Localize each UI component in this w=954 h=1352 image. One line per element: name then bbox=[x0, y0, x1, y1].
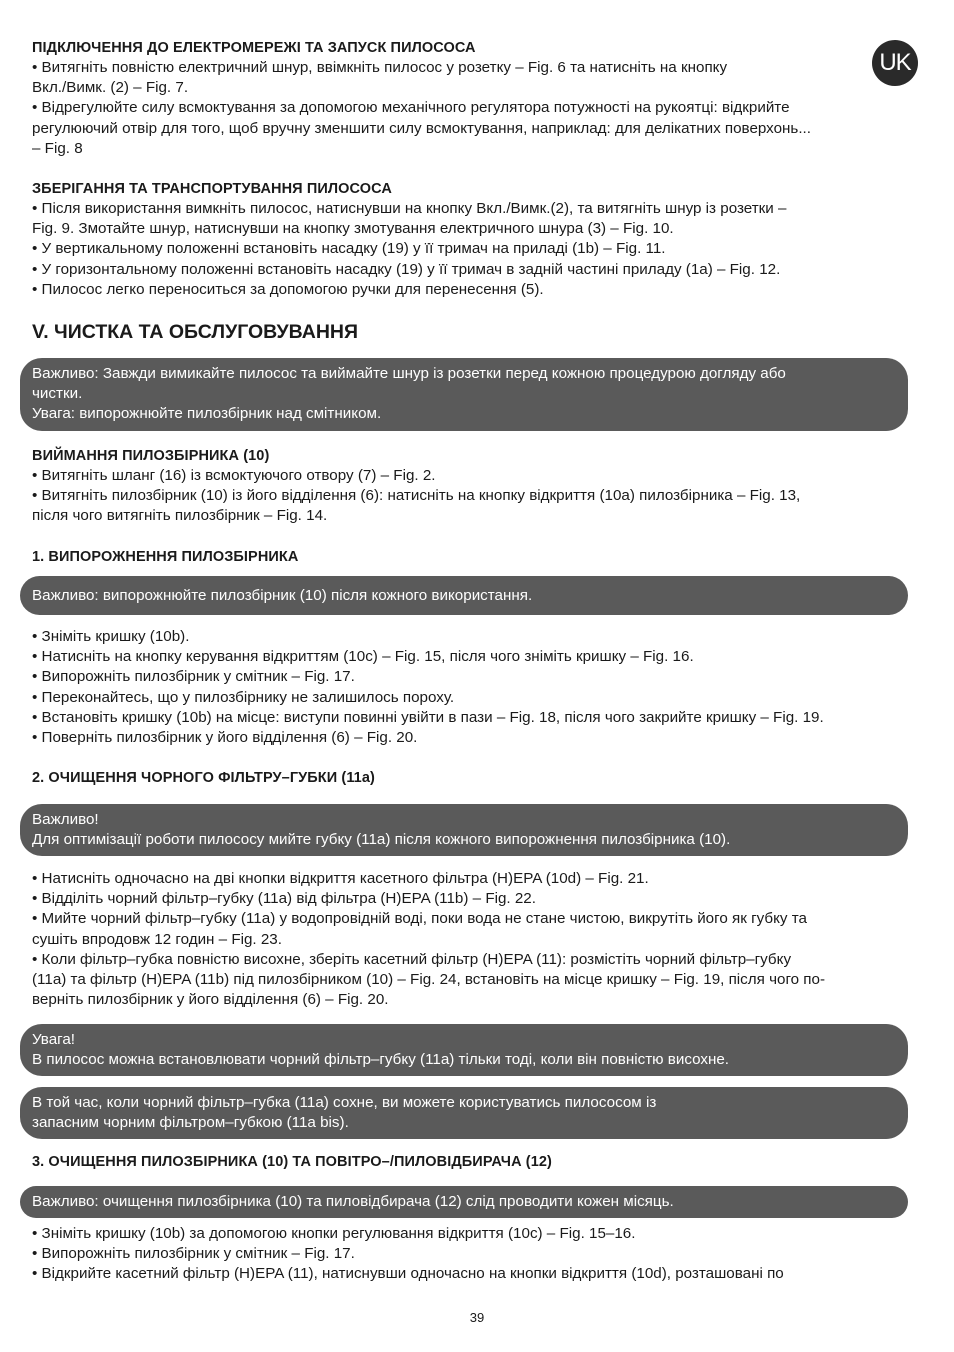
text-line: • Натисніть одночасно на дві кнопки відкриття касетного фільтра (H)EPA (10d) – Fig. 21. bbox=[32, 870, 649, 887]
important-note bbox=[32, 804, 922, 856]
note-text: чистки. bbox=[32, 385, 83, 403]
text-line: • Випорожніть пилозбірник у смітник – Fig. 17. bbox=[32, 1245, 355, 1263]
note-text: Важливо: випорожнюйте пилозбірник (10) після кожного використання. bbox=[32, 587, 533, 604]
text-line: • Витягніть пилозбірник (10) із його відділення (6): натисніть на кнопку відкриття (10a) пилозбірника – Fig. 13, bbox=[32, 487, 801, 505]
note-text: Важливо! bbox=[32, 811, 99, 828]
section-title: 3. ОЧИЩЕННЯ ПИЛОЗБІРНИКА (10) ТА ПОВІТРО–/ПИЛОВІДБИРАЧА (12) bbox=[32, 1154, 552, 1170]
text-line: • Після використання вимкніть пилосос, натиснувши на кнопку Вкл./Вимк.(2), та витягніть шнур із розетки – bbox=[32, 200, 787, 217]
note-text: В той час, коли чорний фільтр–губка (11a) сохне, ви можете користуватись пилососом із bbox=[32, 1094, 657, 1111]
important-note bbox=[32, 1186, 922, 1218]
note-text: Увага! bbox=[32, 1031, 76, 1048]
note-box bbox=[20, 1087, 908, 1139]
note-text: запасним чорним фільтром–губкою (11a bis). bbox=[32, 1114, 349, 1132]
important-note bbox=[32, 576, 922, 615]
section-storage-transport bbox=[32, 179, 922, 300]
section-cleaning-maintenance bbox=[32, 320, 922, 344]
text-line: • Поверніть пилозбірник у його відділення (6) – Fig. 20. bbox=[32, 729, 418, 747]
text-line: • Відкрийте касетний фільтр (H)EPA (11), натиснувши одночасно на кнопки відкриття (10d), розташовані по bbox=[32, 1265, 784, 1283]
note-text: Важливо: очищення пилозбірника (10) та пиловідбирача (12) слід проводити кожен місяць. bbox=[32, 1193, 674, 1210]
note-box bbox=[20, 1186, 908, 1218]
text-line: верніть пилозбірник у його відділення (6) – Fig. 20. bbox=[32, 991, 389, 1009]
text-line: сушіть впродовж 12 годин – Fig. 23. bbox=[32, 930, 282, 948]
text-line: після чого витягніть пилозбірник – Fig. 14. bbox=[32, 507, 328, 525]
warning-note bbox=[32, 1024, 922, 1076]
emptying-steps bbox=[32, 627, 922, 748]
text-line: • Витягніть шланг (16) із всмоктуючого отвору (7) – Fig. 2. bbox=[32, 467, 436, 484]
text-line: • Мийте чорний фільтр–губку (11a) у водопровідній воді, поки вода не стане чистою, викрутіть його як губку та bbox=[32, 910, 807, 928]
info-note bbox=[32, 1087, 922, 1139]
language-badge: UK bbox=[872, 40, 918, 86]
text-line: • У вертикальному положенні встановіть насадку (19) у її тримач на приладі (1b) – Fig. 11. bbox=[32, 240, 666, 258]
text-line: • Переконайтесь, що у пилозбірнику не залишилось пороху. bbox=[32, 688, 455, 706]
text-line: • Встановіть кришку (10b) на місце: виступи повинні увійти в пази – Fig. 18, після чого закрийте кришку – Fig. 19. bbox=[32, 708, 824, 726]
section-title: ВИЙМАННЯ ПИЛОЗБІРНИКА (10) bbox=[32, 448, 270, 464]
important-note bbox=[32, 358, 922, 431]
chapter-title: V. ЧИСТКА ТА ОБСЛУГОВУВАННЯ bbox=[32, 321, 359, 343]
text-line: • Натисніть на кнопку керування відкриттям (10c) – Fig. 15, після чого зніміть кришку – Fig. 16. bbox=[32, 648, 694, 666]
sponge-filter-steps bbox=[32, 869, 922, 1010]
text-line: • Витягніть повністю електричний шнур, ввімкніть пилосос у розетку – Fig. 6 та натисніть на кнопку bbox=[32, 59, 728, 76]
section-power-connection bbox=[32, 38, 922, 159]
text-line: • Відрегулюйте силу всмоктування за допомогою механічного регулятора потужності на рукоятці: відкрийте bbox=[32, 99, 790, 117]
text-line: Fig. 9. Змотайте шнур, натиснувши на кнопку змотування електричного шнура (3) – Fig. 10. bbox=[32, 220, 674, 238]
text-line: Вкл./Вимк. (2) – Fig. 7. bbox=[32, 79, 189, 97]
note-box bbox=[20, 358, 908, 431]
section-title: 2. ОЧИЩЕННЯ ЧОРНОГО ФІЛЬТРУ–ГУБКИ (11a) bbox=[32, 770, 375, 786]
page-number: 39 bbox=[469, 1310, 485, 1325]
note-text: Увага: випорожнюйте пилозбірник над смітником. bbox=[32, 405, 382, 423]
note-box bbox=[20, 804, 908, 856]
text-line: (11a) та фільтр (H)EPA (11b) під пилозбірником (10) – Fig. 24, встановіть на місце кришку – Fig. 19, після чого по- bbox=[32, 971, 826, 989]
text-line: • Зніміть кришку (10b) за допомогою кнопки регулювання відкриття (10c) – Fig. 15–16. bbox=[32, 1225, 636, 1242]
section-remove-dust-container bbox=[32, 446, 922, 527]
section-sponge-filter bbox=[32, 768, 922, 788]
text-line: • У горизонтальному положенні встановіть насадку (19) у її тримач в задній частині приладу (1a) – Fig. 12. bbox=[32, 260, 781, 278]
note-box bbox=[20, 576, 908, 615]
section-title: ПІДКЛЮЧЕННЯ ДО ЕЛЕКТРОМЕРЕЖІ ТА ЗАПУСК ПИЛОСОСА bbox=[32, 40, 476, 56]
section-title: ЗБЕРІГАННЯ ТА ТРАНСПОРТУВАННЯ ПИЛОСОСА bbox=[32, 181, 392, 197]
note-text: В пилосос можна встановлювати чорний фільтр–губку (11a) тільки тоді, коли він повністю висохне. bbox=[32, 1051, 730, 1069]
text-line: – Fig. 8 bbox=[32, 139, 83, 157]
section-cyclone-cleaning bbox=[32, 1152, 922, 1172]
note-text: Важливо: Завжди вимикайте пилосос та виймайте шнур із розетки перед кожною процедурою догляду або bbox=[32, 365, 786, 382]
section-emptying bbox=[32, 547, 922, 567]
text-line: • Відділіть чорний фільтр–губку (11a) від фільтра (H)EPA (11b) – Fig. 22. bbox=[32, 890, 536, 908]
note-text: Для оптимізації роботи пилососу мийте губку (11a) після кожного випорожнення пилозбірника (10). bbox=[32, 831, 731, 849]
note-box bbox=[20, 1024, 908, 1076]
text-line: регулюючий отвір для того, щоб вручну зменшити силу всмоктування, наприклад: для делікатних поверхонь... bbox=[32, 119, 811, 137]
text-line: • Коли фільтр–губка повністю висохне, зберіть касетний фільтр (H)EPA (11): розмістіть чорний фільтр–губку bbox=[32, 950, 792, 968]
text-line: • Зніміть кришку (10b). bbox=[32, 628, 190, 645]
section-title: 1. ВИПОРОЖНЕННЯ ПИЛОЗБІРНИКА bbox=[32, 549, 299, 565]
text-line: • Пилосос легко переноситься за допомогою ручки для перенесення (5). bbox=[32, 280, 544, 298]
cyclone-cleaning-steps bbox=[32, 1224, 922, 1285]
text-line: • Випорожніть пилозбірник у смітник – Fig. 17. bbox=[32, 668, 355, 686]
